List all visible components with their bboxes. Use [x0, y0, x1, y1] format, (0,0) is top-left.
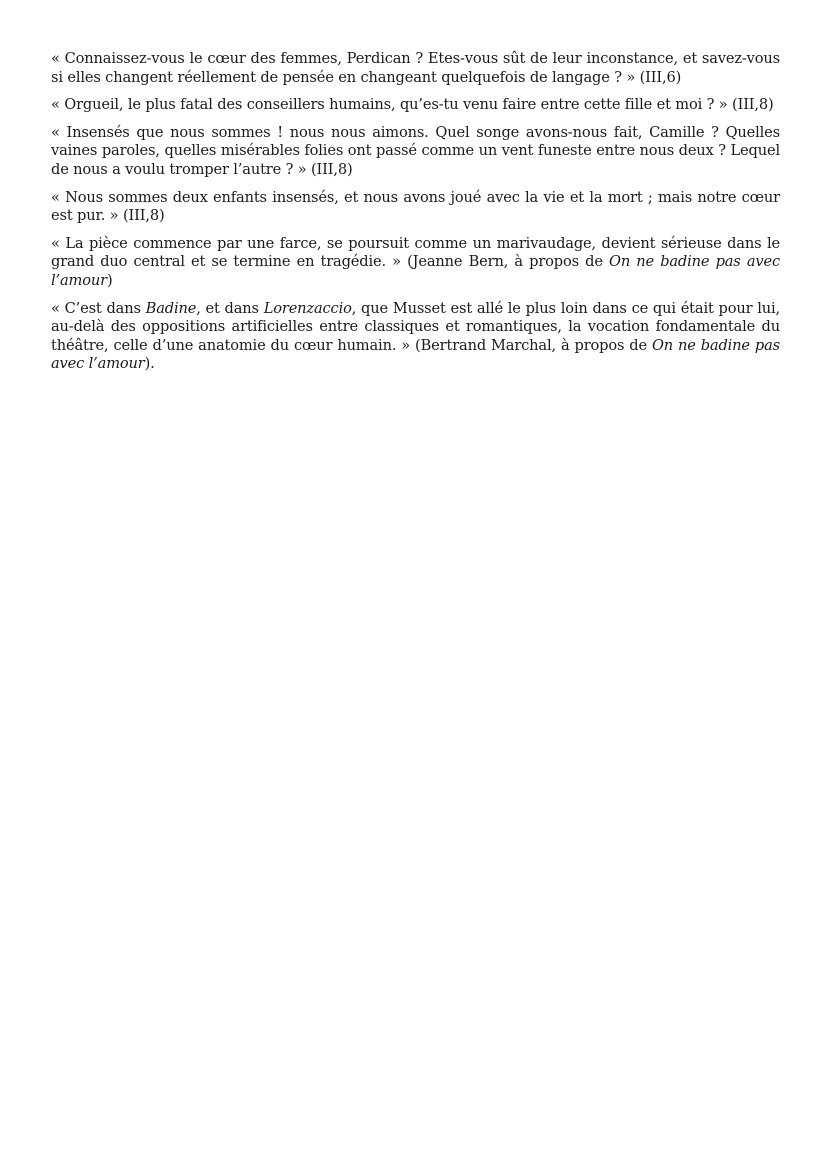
quote-paragraph	[51, 50, 780, 87]
quote-text: « La pièce commence par une farce, se poursuit comme un marivaudage, devient sérieuse dans le grand duo central et se termine en tragédie. » (Jeanne Bern, à propos de	[51, 234, 780, 271]
quote-paragraph	[51, 300, 780, 374]
quote-paragraph	[51, 124, 780, 180]
quote-text: « Insensés que nous sommes ! nous nous aimons. Quel songe avons-nous fait, Camille ? Quelles vaines paroles, quelles misérables folies ont passé comme un vent funeste entre nous deux ? Lequel de nous a voulu tromper l’autre ? » (III,8)	[51, 123, 780, 178]
quote-text: « Connaissez-vous le cœur des femmes, Perdican ? Etes-vous sût de leur inconstance, et savez-vous si elles changent réellement de pensée en changeant quelquefois de langage ? » (III,6)	[51, 50, 780, 86]
document-page	[51, 50, 780, 383]
quote-text: ).	[144, 355, 155, 373]
quote-text: « C’est dans	[51, 299, 146, 317]
quote-text: , que Musset est allé le plus loin dans ce qui était pour lui, au-delà des oppositions artificielles entre classiques et romantiques, la vocation fondamentale du théâtre, celle d’une anatomie du cœur humain. » (Bertrand Marchal, à propos de	[51, 299, 780, 354]
quote-text: « Nous sommes deux enfants insensés, et nous avons joué avec la vie et la mort ; mais notre cœur est pur. » (III,8)	[51, 188, 780, 225]
work-title: On ne badine pas avec l’amour	[51, 336, 780, 373]
work-title: Lorenzaccio	[263, 299, 352, 317]
quote-paragraph	[51, 96, 780, 115]
quote-text: , et dans	[196, 299, 264, 317]
quote-paragraph	[51, 189, 780, 226]
quote-text: « Orgueil, le plus fatal des conseillers humains, qu’es-tu venu faire entre cette fille et moi ? » (III,8)	[51, 96, 774, 114]
quote-paragraph	[51, 235, 780, 291]
work-title: Badine	[145, 299, 197, 317]
work-title: On ne badine pas avec l’amour	[51, 253, 780, 289]
quote-text: )	[106, 271, 113, 289]
